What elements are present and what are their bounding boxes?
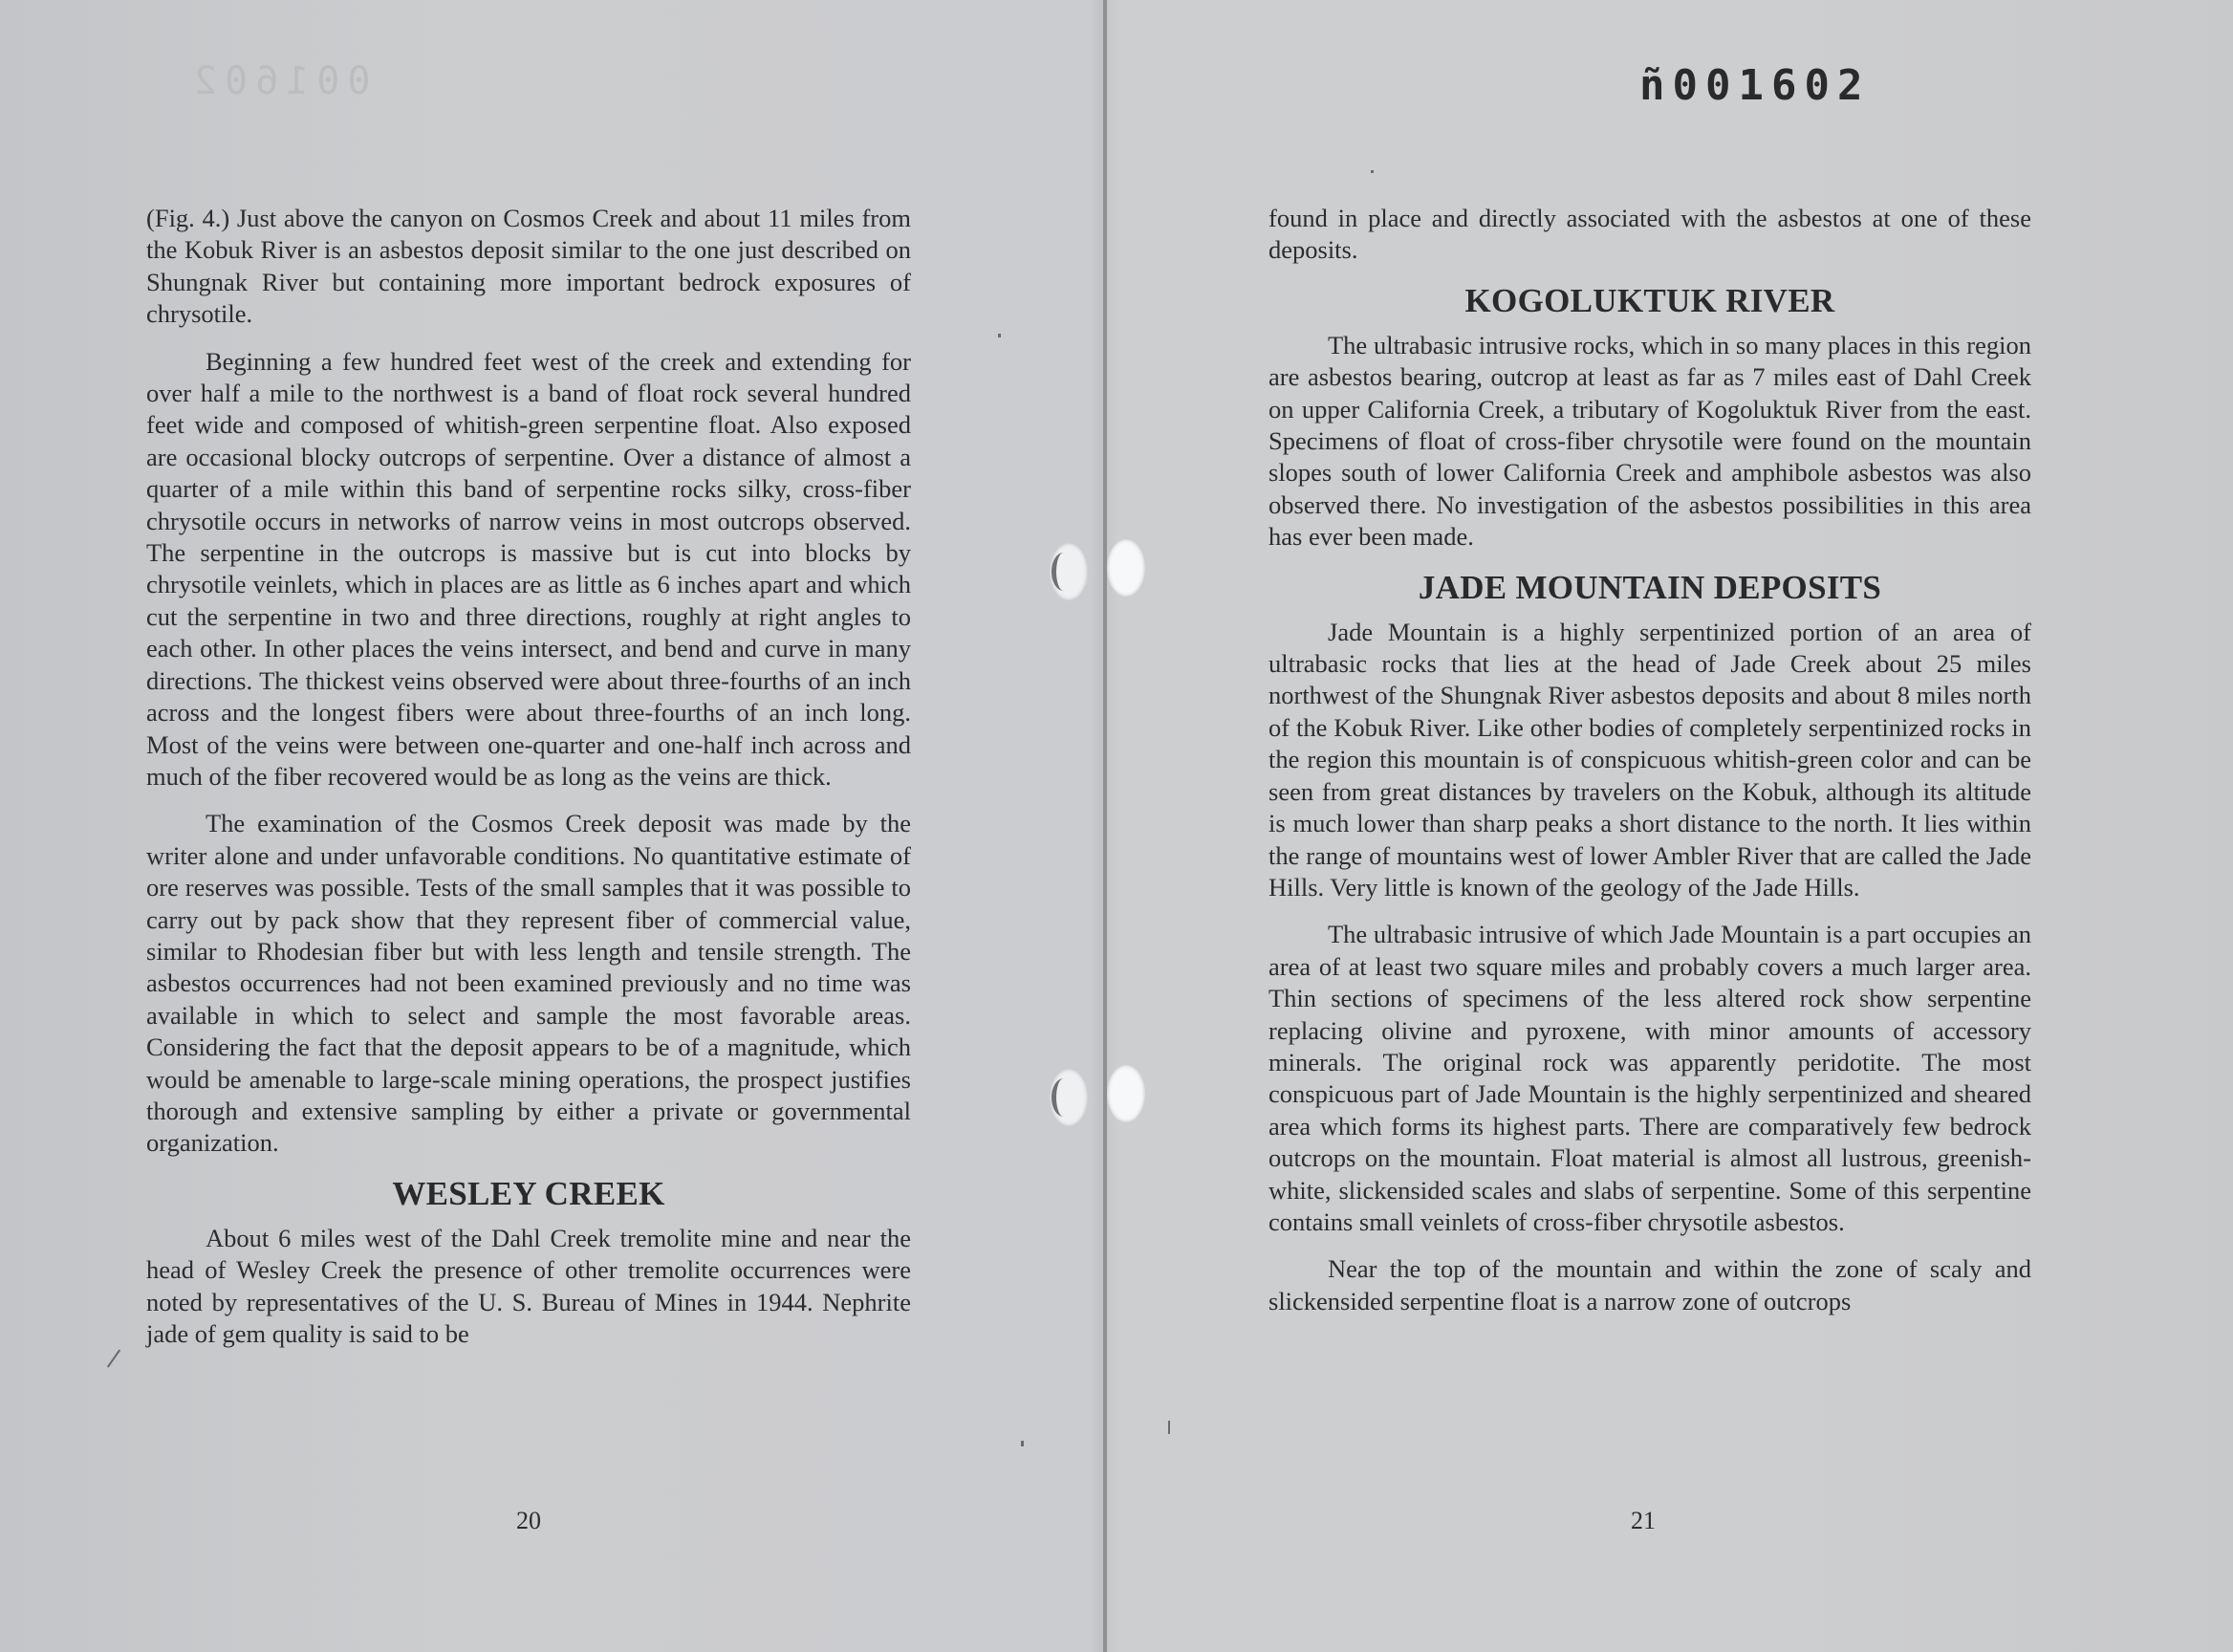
paragraph-wesley-creek: About 6 miles west of the Dahl Creek tremolite mine and near the head of Wesley Creek the presence of other tremolite occurrences were noted by representatives of the U. S. Bureau of Mines in 1944. Nephrite jade of gem quality is said to be xyxy=(146,1223,911,1348)
paragraph-jade-top: Near the top of the mountain and within the zone of scaly and slickensided serpentine float is a narrow zone of outcrops xyxy=(1268,1254,2031,1315)
heading-kogoluktuk-river: KOGOLUKTUK RIVER xyxy=(1464,281,1835,319)
paragraph-jade-intrusive: The ultrabasic intrusive of which Jade Mountain is a part occupies an area of at least two square miles and probably covers a much larger area. Thin sections of specimens of the less altered rock show serpentine replacing olivine and pyroxene, with minor amounts of accessory minerals. The original rock was apparently peridotite. The most conspicuous part of Jade Mountain is the highly serpentinized and sheared area which forms its highest parts. There are comparatively few bedrock outcrops on the mountain. Float material is almost all lustrous, greenish-white, slickensided scales and slabs of serpentine. Some of this serpentine contains small veinlets of cross-fiber chrysotile asbestos. xyxy=(1268,920,2031,1236)
paragraph-cosmos-intro: (Fig. 4.) Just above the canyon on Cosmos Creek and about 11 miles from the Kobuk River is an asbestos deposit similar to the one just described on Shungnak River but containing more important bedrock exposures of chrysotile. xyxy=(146,204,911,329)
left-column xyxy=(146,203,911,1365)
heading-jade-mountain: JADE MOUNTAIN DEPOSITS xyxy=(1418,568,1882,606)
speck xyxy=(998,334,1001,337)
right-column xyxy=(1268,203,2031,1333)
speck xyxy=(1021,1441,1024,1446)
paragraph-serpentine-band: Beginning a few hundred feet west of the creek and extending for over half a mile to the northwest is a band of float rock several hundred feet wide and composed of whitish-green serpentine float. Also exposed are occasional blocky outcrops of serpentine. Over a distance of almost a quarter of a mile within this band of serpentine rocks silky, cross-fiber chrysotile occurs in networks of narrow veins in most outcrops observed. The serpentine in the outcrops is massive but is cut into blocks by chrysotile veinlets, which in places are as little as 6 inches apart and which cut the serpentine in two and three directions, roughly at right angles to each other. In other places the veins intersect, and bend and curve in many directions. The thickest veins observed were about three-fourths of an inch across and the longest fibers were about three-fourths of an inch long. Most of the veins were between one-quarter and one-half inch across and much of the fiber recovered would be as long as the veins are thick. xyxy=(146,346,911,791)
heading-wesley-creek: WESLEY CREEK xyxy=(392,1174,665,1212)
punch-hole-upper-right xyxy=(1107,539,1145,597)
paragraph-jade-intro: Jade Mountain is a highly serpentinized portion of an area of ultrabasic rocks that lies at the head of Jade Creek about 25 miles northwest of the Shungnak River asbestos deposits and about 8 miles north of the Kobuk River. Like other bodies of completely serpentinized rocks in the region this mountain is of conspicuous whitish-green color and can be seen from great distances by travelers on the Kobuk, although its altitude is much lower than sharp peaks a short distance to the north. It lies within the range of mountains west of lower Ambler River that are called the Jade Hills. Very little is known of the geology of the Jade Hills. xyxy=(1268,617,2031,902)
paragraph-cosmos-examination: The examination of the Cosmos Creek deposit was made by the writer alone and under unfavorable conditions. No quantitative estimate of ore reserves was possible. Tests of the small samples that it was possible to carry out by pack show that they represent fiber of commercial value, similar to Rhodesian fiber but with less length and tensile strength. The asbestos occurrences had not been examined previously and no time was available in which to select and sample the most favorable areas. Considering the fact that the deposit appears to be of a magnitude, which would be amenable to large-scale mining operations, the prospect justifies thorough and extensive sampling by either a private or governmental organization. xyxy=(146,809,911,1158)
paragraph-kogoluktuk: The ultrabasic intrusive rocks, which in so many places in this region are asbestos bearing, outcrop at least as far as 7 miles east of Dahl Creek on upper California Creek, a tributary of Kogoluktuk River from the east. Specimens of float of cross-fiber chrysotile were found on the mountain slopes south of lower California Creek and amphibole asbestos was also observed there. No investigation of the asbestos possibilities in this area has ever been made. xyxy=(1268,330,2031,552)
ghost-stamp: 001602 xyxy=(186,59,371,103)
punch-hole-edge-lower xyxy=(1051,1078,1075,1117)
punch-hole-edge-upper xyxy=(1051,553,1075,591)
page-number-right: 21 xyxy=(1631,1507,1656,1534)
page-number-left: 20 xyxy=(516,1507,541,1534)
punch-hole-lower-right xyxy=(1107,1065,1145,1122)
paragraph-continuation: found in place and directly associated with the asbestos at one of these deposits. xyxy=(1268,204,2031,265)
document-stamp: ñ001602 xyxy=(1639,61,1871,110)
speck xyxy=(1168,1421,1170,1434)
book-gutter xyxy=(1103,0,1107,1652)
speck xyxy=(1371,170,1374,173)
